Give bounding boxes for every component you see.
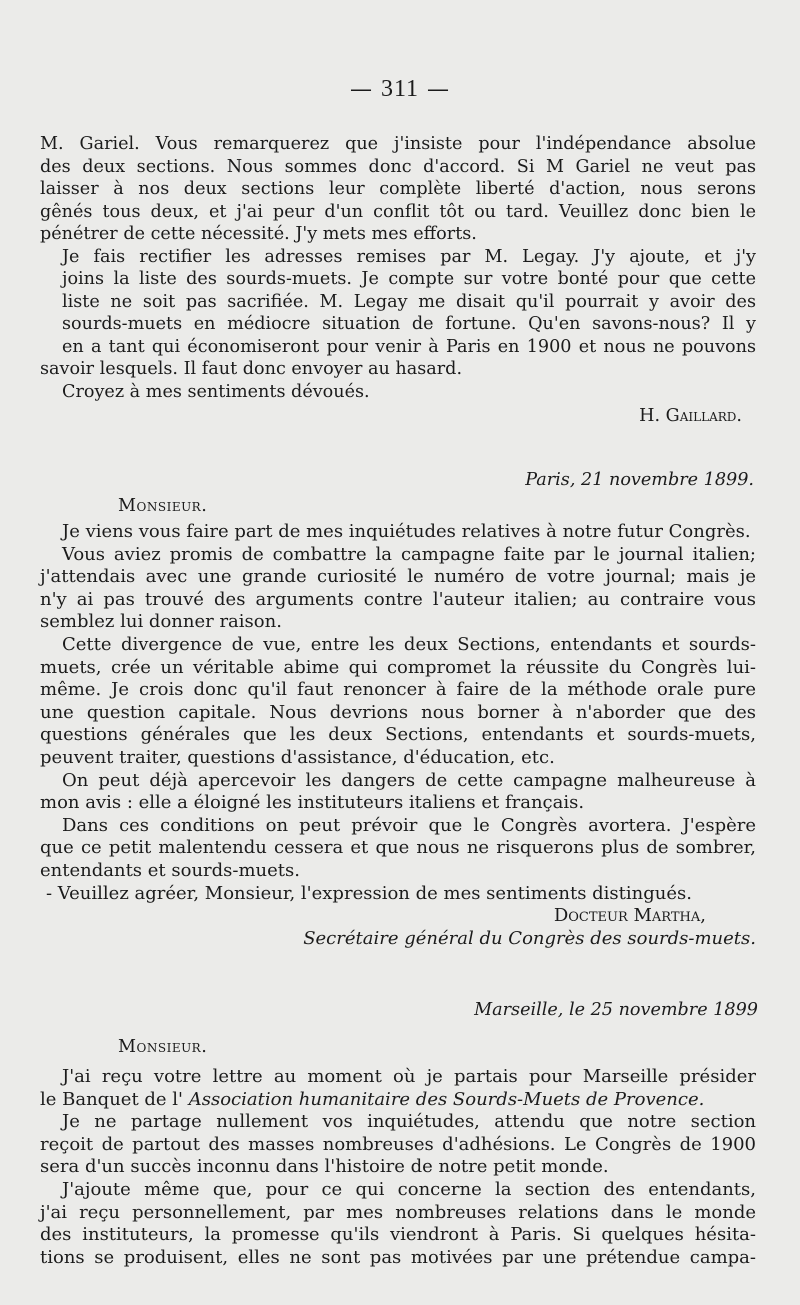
- letter1-body: [40, 133, 756, 428]
- letter1-paragraph-2: Je fais rectifier les adresses remises par M. Legay. J'y ajoute, et j'y joins la liste des sourds-muets. Je compte sur votre bonté pour que cette liste ne soit pas sacrifiée. M. Legay me disait qu'il pourrait y avoir des sourds-muets en médiocre situation de fortune. Qu'en savons-nous? Il y en a tant qui économiseront pour venir à Paris en 1900 et nous ne pouvons savoir lesquels. Il faut donc envoyer au hasard.: [40, 246, 756, 379]
- letter2-salutation: Monsieur.: [118, 496, 208, 516]
- letter3-body: [40, 1066, 756, 1269]
- letter2-paragraph-1: Je viens vous faire part de mes inquiétudes relatives à notre futur Congrès.: [62, 521, 751, 542]
- letter1-paragraph-1: M. Gariel. Vous remarquerez que j'insiste pour l'indépendance absolue des deux sections. Nous sommes donc d'accord. Si M Gariel ne veut pas laisser à nos deux sections leur complète liberté d'action, nous serons gênés tous deux, et j'ai peur d'un conflit tôt ou tard. Veuillez donc bien le pénétrer de cette nécessité. J'y mets mes efforts.: [40, 134, 756, 244]
- letter2-body: [40, 521, 756, 950]
- letter2-paragraph-4: On peut déjà apercevoir les dangers de cette campagne malheureuse à mon avis : elle a éloigné les instituteurs italiens et français.: [40, 769, 756, 814]
- letter3-paragraph-3: J'ajoute même que, pour ce qui concerne la section des entendants, j'ai reçu personnellement, par mes nombreuses relations dans le monde des instituteurs, la promesse qu'ils viendront à Paris. Si quelques hésita- tions se produisent, elles ne sont pas motivées par une prétendue campa-: [40, 1178, 756, 1268]
- letter3-paragraph-1-line-2: le Banquet de l' Association humanitaire des Sourds-Muets de Provence.: [40, 1088, 705, 1110]
- letter2-paragraph-6: - Veuillez agréer, Monsieur, l'expression de mes sentiments distingués.: [46, 882, 692, 904]
- letter1-signature: H. Gaillard.: [639, 406, 742, 426]
- letter3-paragraph-1: J'ai reçu votre lettre au moment où je partais pour Marseille présider le Banquet de l' Association humanitaire des Sourds-Muets de Provence.: [40, 1066, 756, 1110]
- letter2-role: Secrétaire général du Congrès des sourds-muets.: [303, 927, 756, 949]
- letter2-paragraph-2: Vous aviez promis de combattre la campagne faite par le journal italien; j'attendais avec une grande curiosité le numéro de votre journal; mais je n'y ai pas trouvé des arguments contre l'auteur italien; au contraire vous semblez lui donner raison.: [40, 543, 756, 633]
- letter3-salutation: Monsieur.: [118, 1037, 208, 1057]
- letter1-closing: Croyez à mes sentiments dévoués.: [62, 381, 370, 402]
- letter2-dateline: Paris, 21 novembre 1899.: [525, 470, 754, 490]
- letter2-paragraph-5: Dans ces conditions on peut prévoir que le Congrès avortera. J'espère que ce petit malentendu cessera et que nous ne risquerons plus de sombrer, entendants et sourds-muets.: [40, 814, 756, 881]
- letter2-paragraph-3: Cette divergence de vue, entre les deux Sections, entendants et sourds- muets, crée un véritable abime qui compromet la réussite du Congrès lui- même. Je crois donc qu'il faut renoncer à faire de la méthode orale pure une question capitale. Nous devrions nous borner à n'aborder que des questions générales que les deux Sections, entendants et sourds-muets, peuvent traiter, questions d'assistance, d'éducation, etc.: [40, 633, 756, 768]
- letter2-signature: Docteur Martha,: [553, 905, 706, 927]
- page-number: — 311 —: [349, 76, 451, 102]
- letter3-dateline: Marseille, le 25 novembre 1899: [474, 1000, 758, 1020]
- letter3-paragraph-2: Je ne partage nullement vos inquiétudes, attendu que notre section reçoit de partout des masses nombreuses d'adhésions. Le Congrès de 1900 sera d'un succès inconnu dans l'histoire de notre petit monde.: [40, 1111, 756, 1178]
